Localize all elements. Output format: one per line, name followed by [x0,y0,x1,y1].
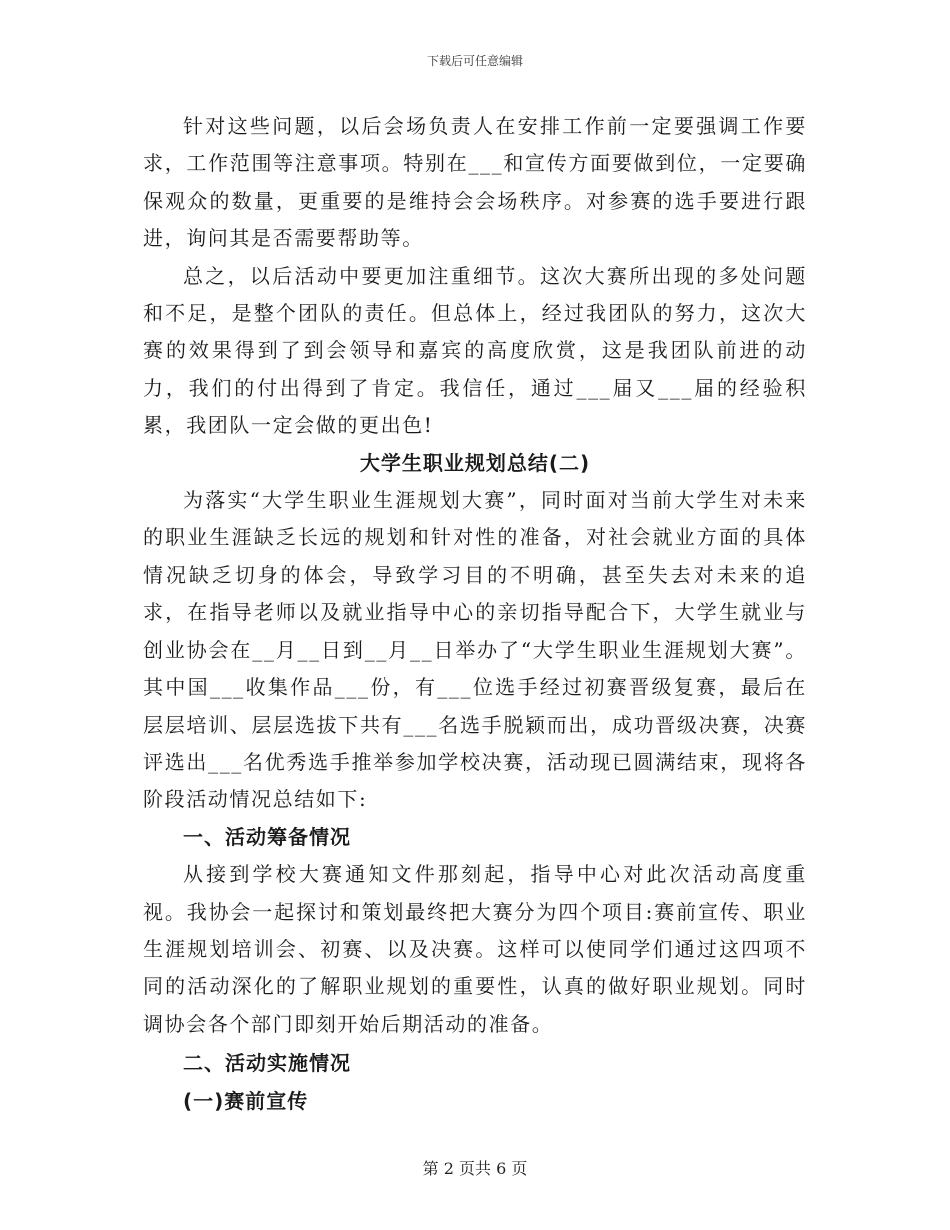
section-title: 大学生职业规划总结(二) [359,450,591,475]
paragraph-2: 总之，以后活动中要更加注重细节。这次大赛所出现的多处问题和不足，是整个团队的责任。但总体上，经过我团队的努力，这次大赛的效果得到了到会领导和嘉宾的高度欣赏，这是我团队前进的动力，我们的付出得到了肯定。我信任，通过___届又___届的经验积累，我团队一定会做的更出色! [143,263,807,438]
header-note: 下载后可任意编辑 [426,54,523,68]
subheading-promotion: (一)赛前宣传 [183,1088,309,1113]
paragraph-4: 从接到学校大赛通知文件那刻起，指导中心对此次活动高度重视。我协会一起探讨和策划最终把大赛分为四个项目:赛前宣传、职业生涯规划培训会、初赛、以及决赛。这样可以使同学们通过这四项不同的活动深化的了解职业规划的重要性，认真的做好职业规划。同时调协会各个部门即刻开始后期活动的准备。 [143,862,807,1036]
page-number: 第 2 页共 6 页 [422,1159,528,1178]
heading-preparation: 一、活动筹备情况 [183,824,351,849]
paragraph-1: 针对这些问题，以后会场负责人在安排工作前一定要强调工作要求，工作范围等注意事项。特别在___和宣传方面要做到位，一定要确保观众的数量，更重要的是维持会会场秩序。对参赛的选手要进行跟进，询问其是否需要帮助等。 [143,114,807,251]
paragraph-3: 为落实“大学生职业生涯规划大赛”，同时面对当前大学生对未来的职业生涯缺乏长远的规划和针对性的准备，对社会就业方面的具体情况缺乏切身的体会，导致学习目的不明确，甚至失去对未来的追求，在指导老师以及就业指导中心的亲切指导配合下，大学生就业与创业协会在__月__日到__月__日举办了“大学生职业生涯规划大赛”。其中国___收集作品___份，有___位选手经过初赛晋级复赛，最后在层层培训、层层选拔下共有___名选手脱颖而出，成功晋级决赛，决赛评选出___名优秀选手推举参加学校决赛，活动现已圆满结束，现将各阶段活动情况总结如下: [143,488,807,812]
heading-implementation: 二、活动实施情况 [183,1051,351,1076]
document-body [143,108,807,1120]
